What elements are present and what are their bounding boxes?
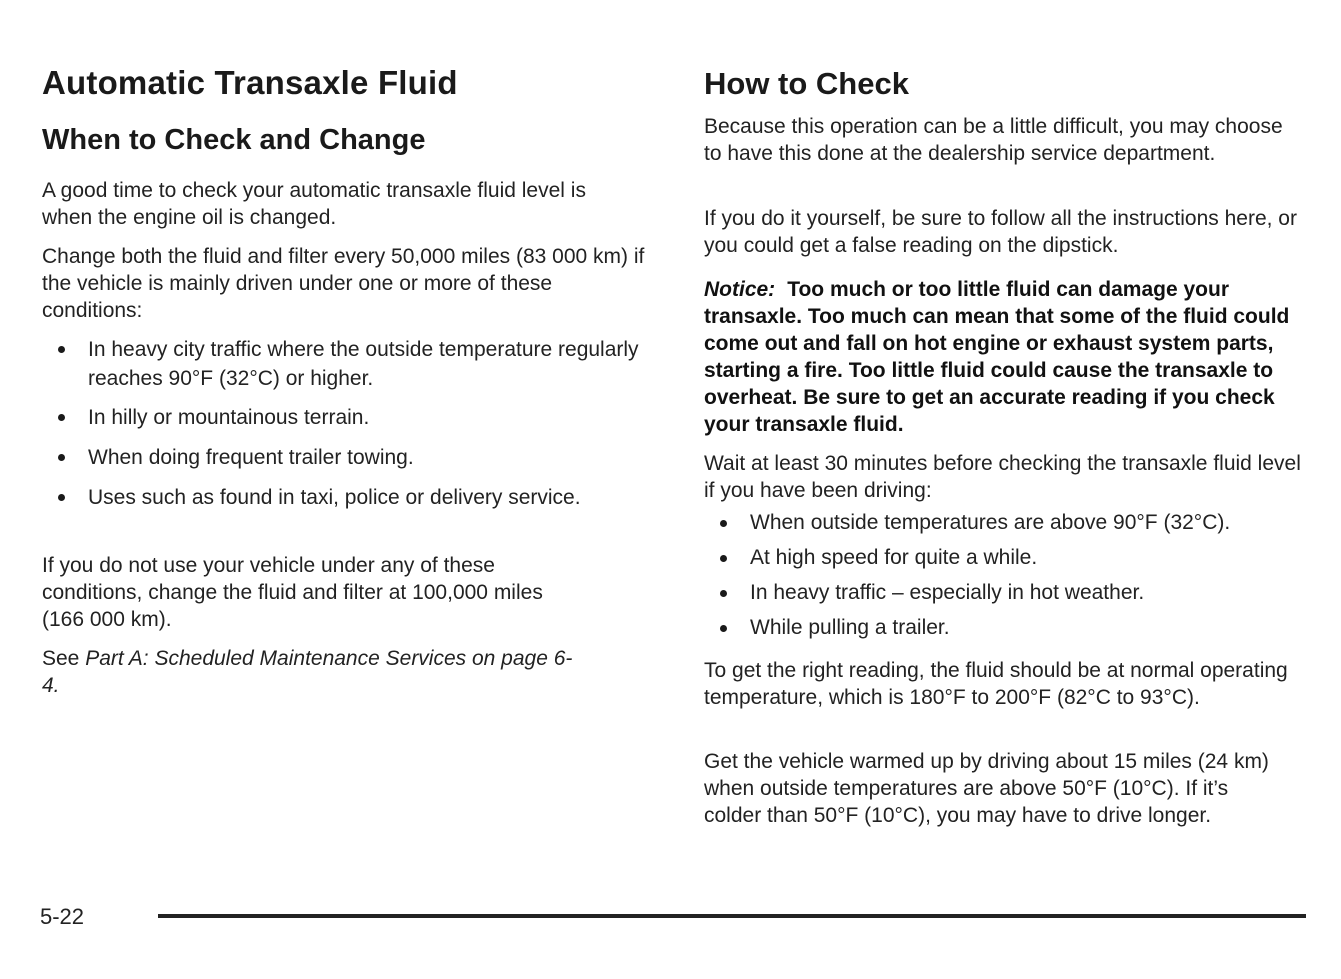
bullet-icon xyxy=(720,555,727,562)
paragraph-see-reference xyxy=(42,645,587,699)
bullet-icon xyxy=(58,414,65,421)
paragraph-warm-up: Get the vehicle warmed up by driving about 15 miles (24 km) when outside temperatures are above 50°F (10°C). If it’s colder than 50°F (10°C), you may have to drive longer. xyxy=(704,750,1269,827)
list-item: In hilly or mountainous terrain. xyxy=(42,403,642,432)
bullet-icon xyxy=(58,454,65,461)
list-item: While pulling a trailer. xyxy=(704,614,1304,642)
list-item: When outside temperatures are above 90°F (32°C). xyxy=(704,509,1304,537)
page-number: 5-22 xyxy=(40,904,85,929)
paragraph-operating-temperature: To get the right reading, the fluid should be at normal operating temperature, which is 180°F to 200°F (82°C to 93°C). xyxy=(704,659,1288,709)
driving-conditions-list xyxy=(704,509,1304,642)
bullet-icon xyxy=(720,590,727,597)
bullet-icon xyxy=(58,494,65,501)
notice-block xyxy=(704,276,1304,438)
paragraph-do-it-yourself: If you do it yourself, be sure to follow all the instructions here, or you could get a false reading on the dipstick. xyxy=(704,207,1297,257)
paragraph-dealership: Because this operation can be a little difficult, you may choose to have this done at the dealership service department. xyxy=(704,115,1283,165)
maintenance-reference-link[interactable]: Part A: Scheduled Maintenance Services on page 6-4. xyxy=(42,647,573,697)
footer-divider xyxy=(158,914,1306,918)
section-title: How to Check xyxy=(704,66,909,101)
paragraph-wait: Wait at least 30 minutes before checking the transaxle fluid level if you have been driving: xyxy=(704,452,1301,502)
bullet-icon xyxy=(720,625,727,632)
subsection-title: When to Check and Change xyxy=(42,124,426,156)
list-item: In heavy city traffic where the outside temperature regularly reaches 90°F (32°C) or higher. xyxy=(42,335,642,393)
paragraph-change-interval: Change both the fluid and filter every 50,000 miles (83 000 km) if the vehicle is mainly driven under one or more of these conditions: xyxy=(42,245,645,322)
notice-text: Too much or too little fluid can damage your transaxle. Too much can mean that some of the fluid could come out and fall on hot engine or exhaust system parts, starting a fire. Too little fluid could cause the transaxle to overheat. Be sure to get an accurate reading if you check your transaxle fluid. xyxy=(704,278,1290,436)
notice-label: Notice: xyxy=(704,278,776,301)
list-item: Uses such as found in taxi, police or delivery service. xyxy=(42,483,588,512)
bullet-icon xyxy=(58,346,65,353)
bullet-icon xyxy=(720,520,727,527)
paragraph-check-timing: A good time to check your automatic transaxle fluid level is when the engine oil is changed. xyxy=(42,179,586,229)
see-prefix: See xyxy=(42,647,80,670)
list-item: In heavy traffic – especially in hot weather. xyxy=(704,579,1304,607)
paragraph-normal-interval: If you do not use your vehicle under any of these conditions, change the fluid and filter at 100,000 miles (166 000 km). xyxy=(42,554,543,631)
list-item: At high speed for quite a while. xyxy=(704,544,1304,572)
section-title: Automatic Transaxle Fluid xyxy=(42,64,458,101)
conditions-list xyxy=(42,335,642,512)
list-item: When doing frequent trailer towing. xyxy=(42,443,642,472)
